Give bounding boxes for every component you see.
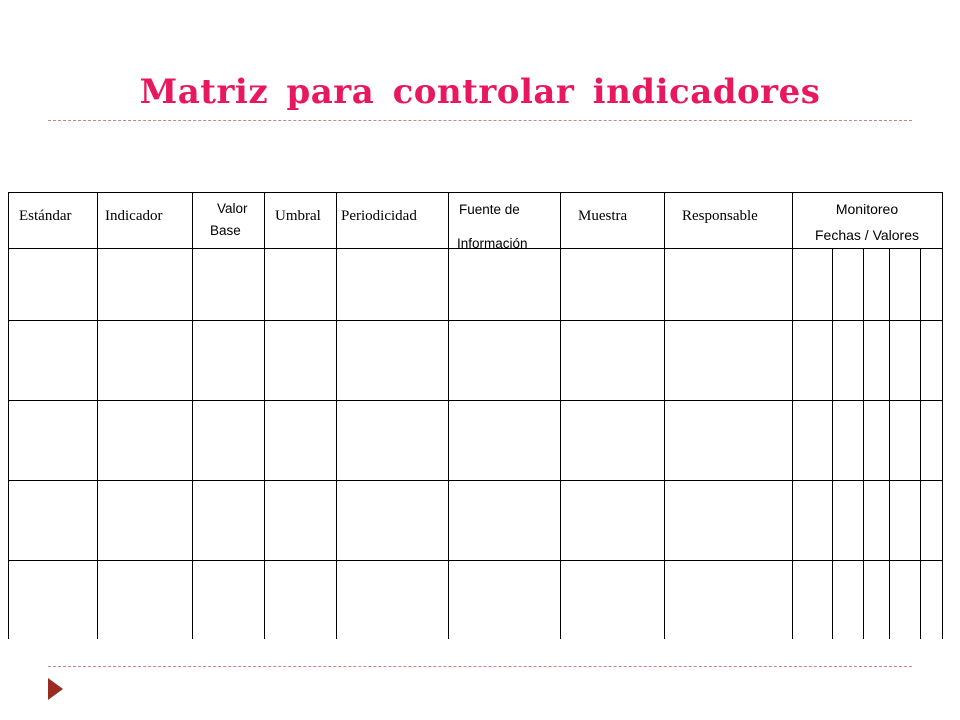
header-responsable: Responsable: [682, 208, 758, 224]
header-valor-base-line2: Base: [210, 223, 241, 238]
header-fuente-line1: Fuente de: [459, 202, 520, 217]
header-periodicidad: Periodicidad: [341, 208, 417, 224]
header-monitoreo-line2: Fechas / Valores: [814, 227, 919, 243]
header-muestra: Muestra: [578, 208, 628, 224]
header-umbral: Umbral: [275, 208, 321, 224]
header-valor-base-line1: Valor: [217, 201, 248, 216]
triangle-right-icon: [48, 678, 63, 700]
header-estandar: Estándar: [19, 208, 72, 224]
indicator-control-table: [8, 192, 943, 639]
top-dashed-divider: [48, 120, 912, 121]
header-monitoreo-line1: Monitoreo: [835, 201, 899, 217]
header-indicador: Indicador: [105, 208, 163, 224]
header-fuente-line2: Información: [457, 236, 528, 251]
slide-title: Matriz para controlar indicadores: [139, 72, 821, 112]
bottom-dashed-divider: [48, 666, 912, 667]
